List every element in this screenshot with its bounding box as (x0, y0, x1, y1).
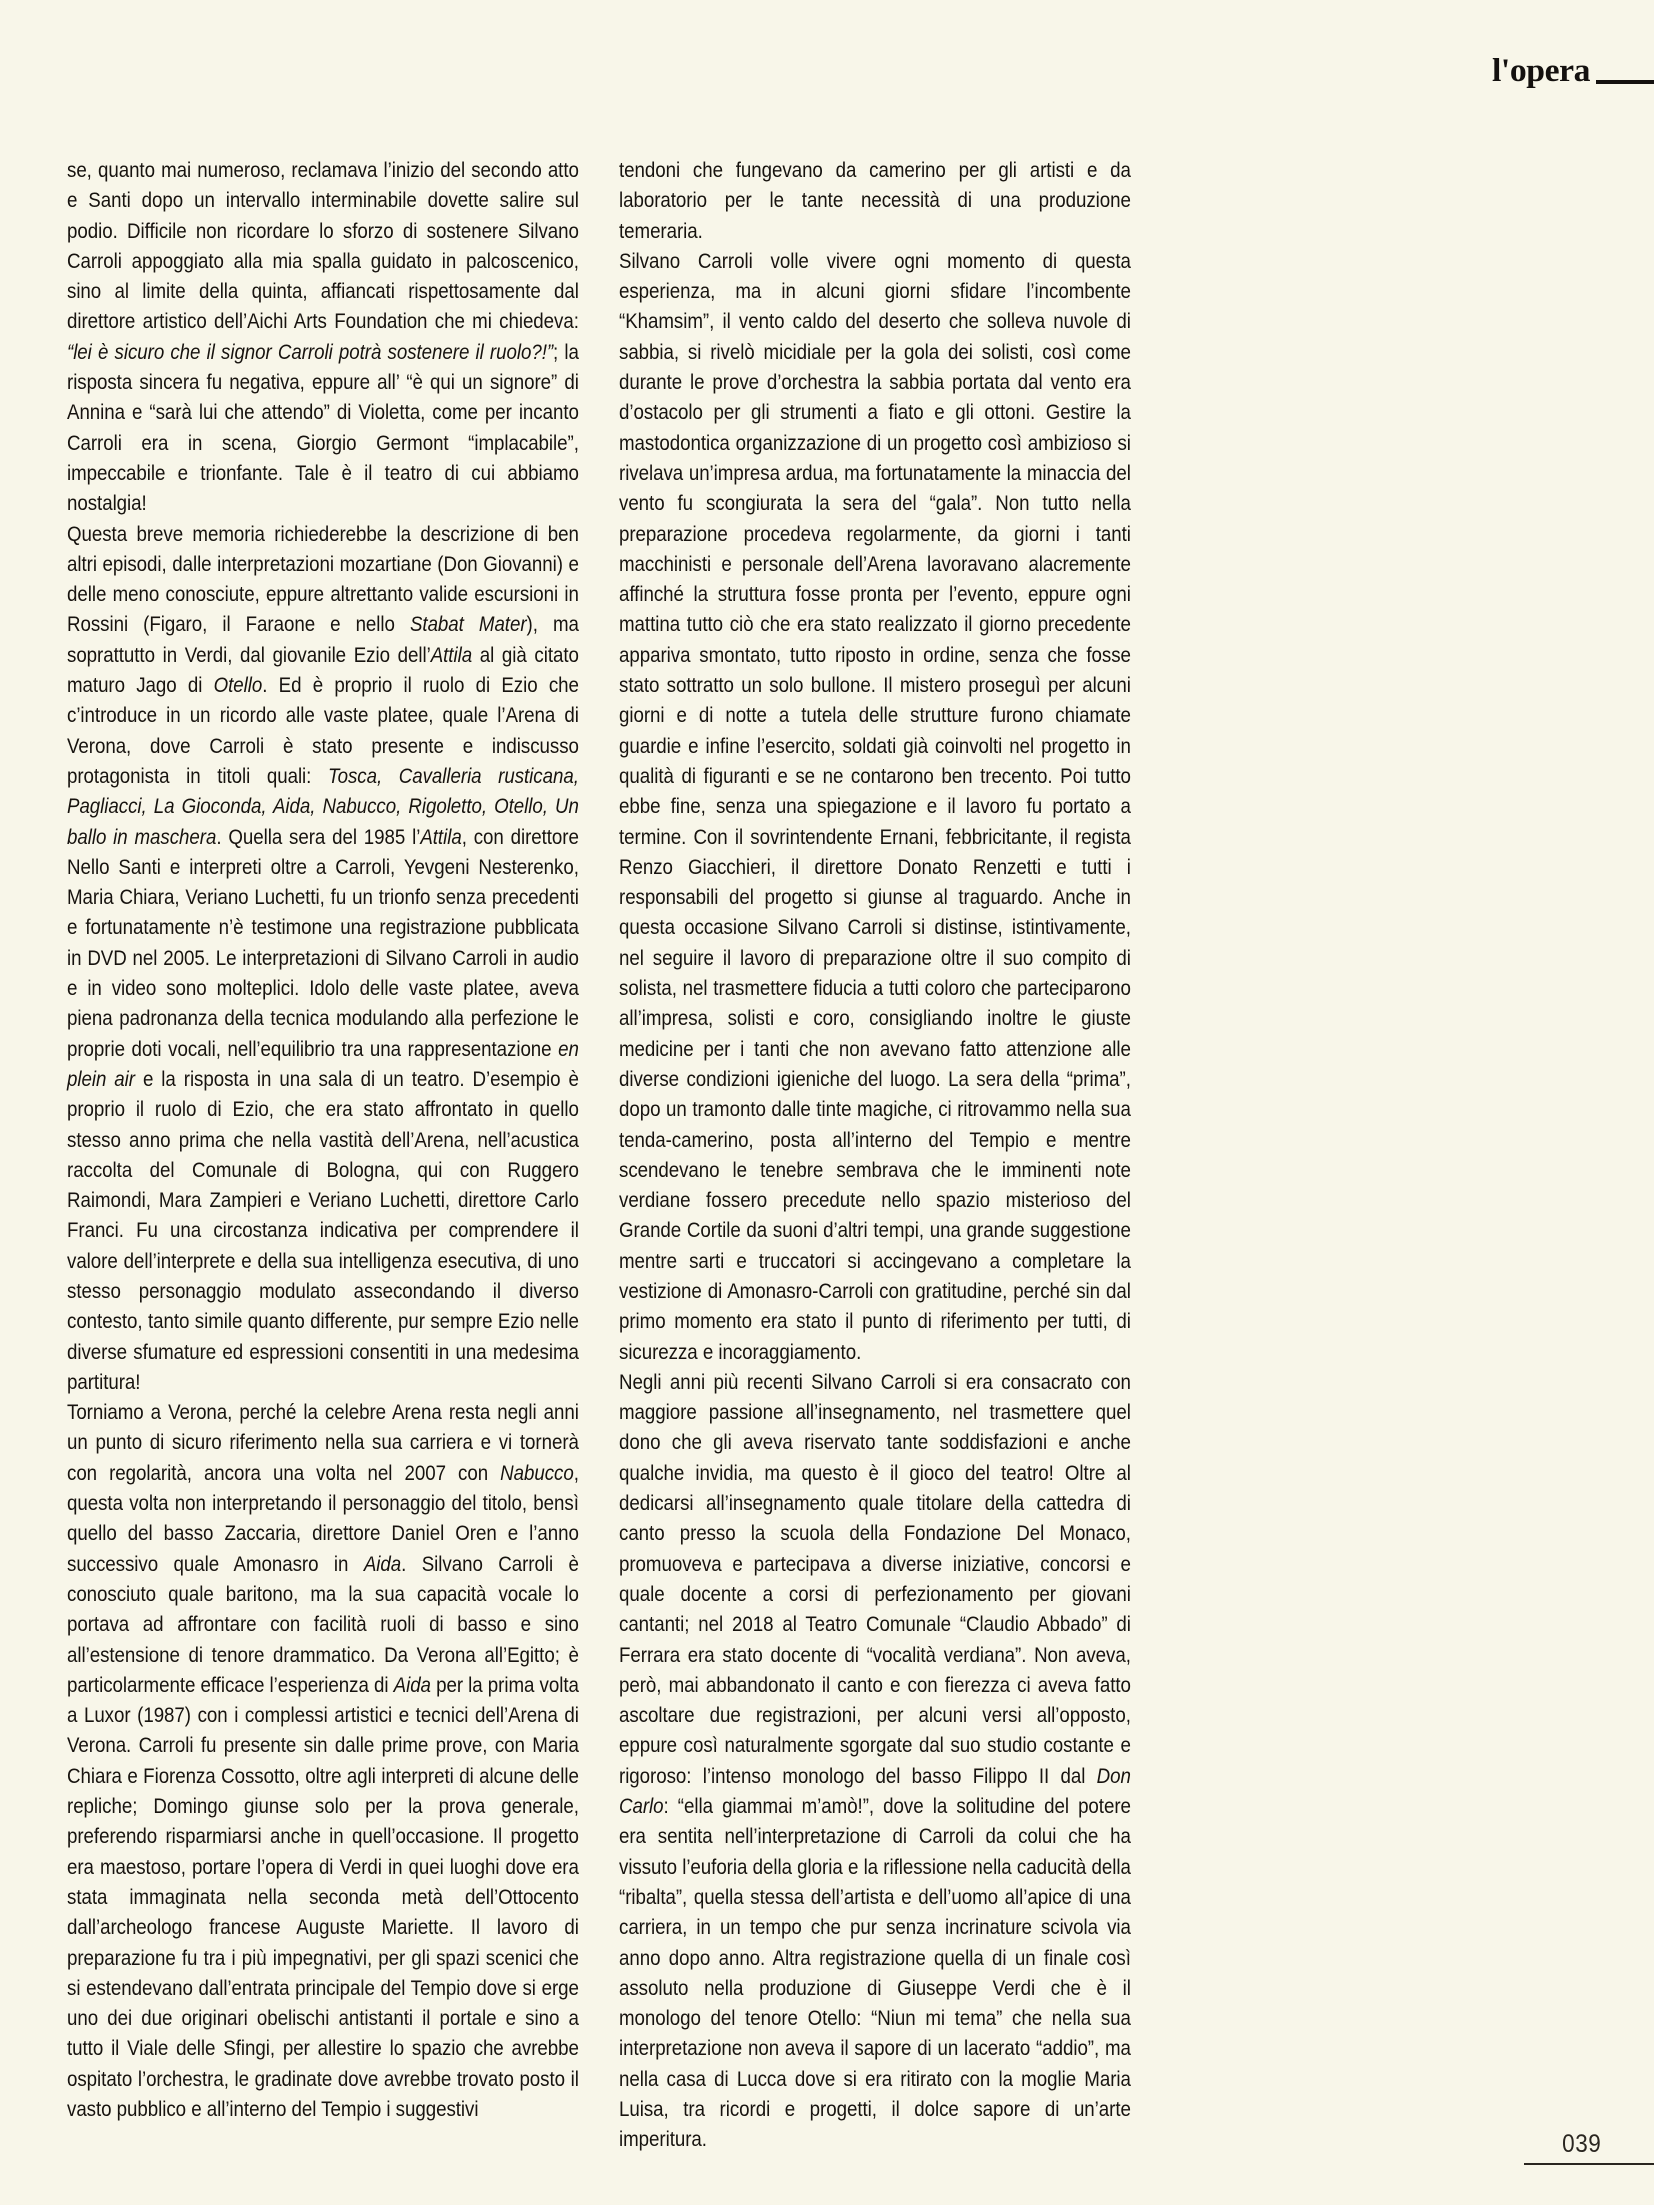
body-text: al già citato maturo Jago di (67, 642, 579, 698)
italic-title: “lei è sicuro che il signor Carroli potrà sostenere il ruolo?!” (67, 339, 554, 364)
body-text: tendoni che fungevano da camerino per gli artisti e da laboratorio per le tante necessità di una produzione temeraria. (619, 158, 1131, 243)
italic-title: Tosca, Cavalleria rusticana, Pagliacci, La Gioconda, Aida, Nabucco, Rigoletto, Otello, Un ballo in maschera (67, 763, 579, 849)
italic-title: Don Carlo (619, 1763, 1131, 1819)
page-number: 039 (1562, 2130, 1602, 2158)
italic-title: Aida (363, 1551, 402, 1576)
running-head-title: l'opera (1491, 53, 1590, 89)
italic-title: Aida (393, 1672, 431, 1697)
body-paragraph (67, 1397, 579, 2124)
body-text: Negli anni più recenti Silvano Carroli si era consacrato con maggiore passione all’insegnamento, nel trasmettere quel dono che gli aveva riservato tante soddisfazioni e anche qualche invidia, ma questo è il gioco del teatro! Oltre al dedicarsi all’insegnamento quale titolare della cattedra di canto presso la scuola della Fondazione Del Monaco, promuoveva e partecipava a diverse iniziative, concorsi e quale docente a corsi di perfezionamento per giovani cantanti; nel 2018 al Teatro Comunale “Claudio Abbado” di Ferrara era stato docente di “vocalità verdiana”. Non aveva, però, mai abbandonato il canto e con fierezza ci aveva fatto ascoltare due registrazioni, per alcuni versi all’opposto, eppure così naturalmente sgorgate dal suo studio costante e rigoroso: l’intenso monologo del basso Filippo II dal (619, 1369, 1131, 1788)
page-folio (1464, 2131, 1654, 2165)
text-column-right (619, 155, 1131, 2155)
italic-title: Otello (213, 673, 263, 698)
italic-title: Attila (430, 642, 473, 667)
body-text: per la prima volta a Luxor (1987) con i complessi artistici e tecnici dell’Arena di Verona. Carroli fu presente sin dalle prime prove, con Maria Chiara e Fiorenza Cossotto, oltre agli interpreti di alcune delle repliche; Domingo giunse solo per la prova generale, preferendo risparmiarsi anche in quell’occasione. Il progetto era maestoso, portare l’opera di Verdi in quei luoghi dove era stata immaginata nella seconda metà dell’Ottocento dall’archeologo francese Auguste Mariette. Il lavoro di preparazione fu tra i più impegnativi, per gli spazi scenici che si estendevano dall’entrata principale del Tempio dove si erge uno dei due originari obelischi antistanti il portale e sino a tutto il Viale delle Sfingi, per allestire lo spazio che avrebbe ospitato l’orchestra, le gradinate dove avrebbe trovato posto il vasto pubblico e all’interno del Tempio i suggestivi (67, 1672, 579, 2121)
running-head-rule (1596, 80, 1654, 84)
body-text: : “ella giammai m’amò!”, dove la solitudine del potere era sentita nell’interpretazione di Carroli da colui che ha vissuto l’euforia della gloria e la riflessione nella caducità della “ribalta”, quella stessa dell’artista e dell’uomo all’apice di una carriera, in un tempo che pur senza incrinature scivola via anno dopo anno. Altra registrazione quella di un finale così assoluto nella produzione di Giuseppe Verdi che è il monologo del tenore Otello: “Niun mi tema” che nella sua interpretazione non aveva il sapore di un lacerato “addio”, ma nella casa di Lucca dove si era ritirato con la moglie Maria Luisa, tra ricordi e progetti, il dolce sapore di un’arte imperitura. (619, 1794, 1131, 2152)
body-paragraph (67, 155, 579, 519)
body-paragraph (67, 519, 579, 1398)
folio-rule (1524, 2163, 1654, 2165)
body-paragraph (619, 246, 1131, 1367)
italic-title: en plein air (67, 1036, 579, 1091)
body-text: Torniamo a Verona, perché la celebre Arena resta negli anni un punto di sicuro riferimento nella sua carriera e vi tornerà con regolarità, ancora una volta nel 2007 con (67, 1400, 579, 1485)
body-paragraph (619, 155, 1131, 246)
body-text: e la risposta in una sala di un teatro. D’esempio è proprio il ruolo di Ezio, che era stato affrontato in quello stesso anno prima che nella vastità dell’Arena, nell’acustica raccolta del Comunale di Bologna, qui con Ruggero Raimondi, Mara Zampieri e Veriano Luchetti, direttore Carlo Franci. Fu una circostanza indicativa per comprendere il valore dell’interprete e della sua intelligenza esecutiva, di uno stesso personaggio modulato assecondando il diverso contesto, tanto simile quanto differente, pur sempre Ezio nelle diverse sfumature ed espressioni consentiti in una medesima partitura! (67, 1066, 579, 1394)
running-head (1491, 36, 1654, 89)
body-text: Questa breve memoria richiederebbe la descrizione di ben altri episodi, dalle interpretazioni mozartiane (Don Giovanni) e delle meno conosciute, eppure altrettanto valide escursioni in Rossini (Figaro, il Faraone e nello (67, 521, 579, 637)
italic-title: Attila (420, 824, 462, 849)
article-body (67, 155, 1579, 2155)
body-text: , questa volta non interpretando il personaggio del titolo, bensì quello del basso Zaccaria, direttore Daniel Oren e l’anno successivo quale Amonasro in (67, 1460, 579, 1576)
body-text: se, quanto mai numeroso, reclamava l’inizio del secondo atto e Santi dopo un intervallo interminabile dovette salire sul podio. Difficile non ricordare lo sforzo di sostenere Silvano Carroli appoggiato alla mia spalla guidato in palcoscenico, sino al limite della quinta, affiancati rispettosamente dal direttore artistico dell’Aichi Arts Foundation che mi chiedeva: (67, 158, 579, 334)
body-text: Silvano Carroli volle vivere ogni momento di questa esperienza, ma in alcuni giorni sfidare l’incombente “Khamsim”, il vento caldo del deserto che solleva nuvole di sabbia, si rivelò micidiale per la gola dei solisti, così come durante le prove d’orchestra la sabbia portata dal vento era d’ostacolo per gli strumenti a fiato e gli ottoni. Gestire la mastodontica organizzazione di un progetto così ambizioso si rivelava un’impresa ardua, ma fortunatamente la minaccia del vento fu scongiurata la sera del “gala”. Non tutto nella preparazione procedeva regolarmente, da giorni i tanti macchinisti e personale dell’Arena lavoravano alacremente affinché la struttura fosse pronta per l’evento, eppure ogni mattina tutto ciò che era stato realizzato il giorno precedente appariva smontato, tutto riposto in ordine, senza che fosse stato sottratto un solo bullone. Il mistero proseguì per alcuni giorni e di notte a tutela delle strutture furono chiamate guardie e infine l’esercito, soldati già coinvolti nel progetto in qualità di figuranti e se ne contarono ben trecento. Poi tutto ebbe fine, senza una spiegazione e il lavoro fu portato a termine. Con il sovrintendente Ernani, febbricitante, il regista Renzo Giacchieri, il direttore Donato Renzetti e tutti i responsabili del progetto si giunse al traguardo. Anche in questa occasione Silvano Carroli si distinse, istintivamente, nel seguire il lavoro di preparazione oltre il suo compito di solista, nel trasmettere fiducia a tutti coloro che parteciparono all’impresa, solisti e coro, consigliando inoltre le giuste medicine per i tanti che non avevano fatto attenzione alle diverse condizioni igieniche del luogo. La sera della “prima”, dopo un tramonto dalle tinte magiche, ci ritrovammo nella sua tenda-camerino, posta all’interno del Tempio e mentre scendevano le tenebre sembrava che le imminenti note verdiane fossero precedute nello spazio misterioso del Grande Cortile da suoni d’altri tempi, una grande suggestione mentre sarti e truccatori si accingevano a completare la vestizione di Amonasro-Carroli con gratitudine, perché sin dal primo momento era stato il punto di riferimento per tutti, di sicurezza e incoraggiamento. (619, 248, 1131, 1364)
body-text: ; la risposta sincera fu negativa, eppure all’ “è qui un signore” di Annina e “sarà lui che attendo” di Violetta, come per incanto Carroli era in scena, Giorgio Germont “implacabile”, impeccabile e trionfante. Tale è il teatro di cui abbiamo nostalgia! (67, 339, 579, 516)
body-text: . Silvano Carroli è conosciuto quale baritono, ma la sua capacità vocale lo portava ad affrontare con facilità ruoli di basso e sino all’estensione di tenore drammatico. Da Verona all’Egitto; è particolarmente efficace l’esperienza di (67, 1551, 579, 1697)
body-text: , con direttore Nello Santi e interpreti oltre a Carroli, Yevgeni Nesterenko, Maria Chiara, Veriano Luchetti, fu un trionfo senza precedenti e fortunatamente n’è testimone una registrazione pubblicata in DVD nel 2005. Le interpretazioni di Silvano Carroli in audio e in video sono molteplici. Idolo delle vaste platee, aveva piena padronanza della tecnica modulando alla perfezione le proprie doti vocali, nell’equilibrio tra una rappresentazione (67, 824, 579, 1061)
text-column-left (67, 155, 579, 2155)
italic-title: Nabucco (500, 1460, 574, 1485)
italic-title: Stabat Mater (409, 612, 527, 637)
body-text: ), ma soprattutto in Verdi, dal giovanile Ezio dell’ (67, 612, 579, 667)
body-paragraph (619, 1367, 1131, 2155)
body-text: . Ed è proprio il ruolo di Ezio che c’introduce in un ricordo alle vaste platee, quale l’Arena di Verona, dove Carroli è stato presente e indiscusso protagonista in titoli quali: (67, 673, 579, 788)
body-text: . Quella sera del 1985 l’ (216, 824, 421, 849)
